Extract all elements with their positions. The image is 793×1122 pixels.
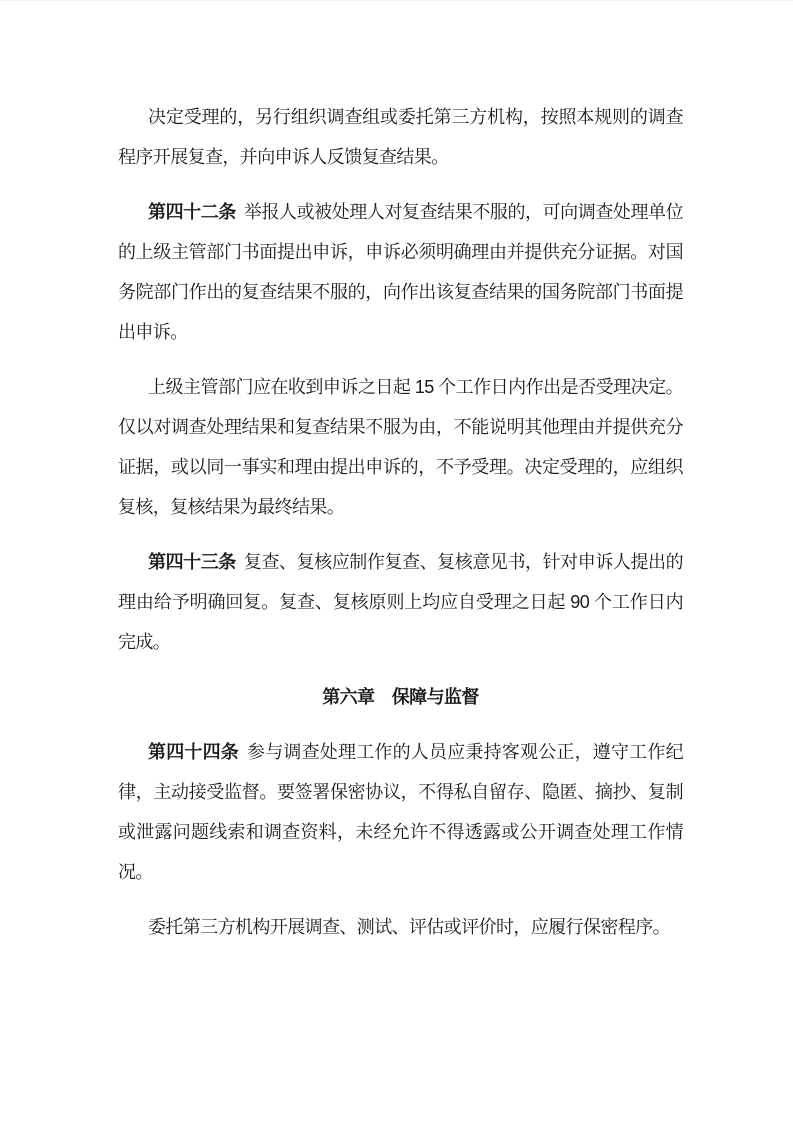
article-42-number: 第四十二条 <box>148 202 236 222</box>
paragraph-article-44 <box>118 732 683 892</box>
article-42-text: 举报人或被处理人对复查结果不服的，可向调查处理单位的上级主管部门书面提出申诉，申诉必须明确理由并提供充分证据。对国务院部门作出的复查结果不服的，向作出该复查结果的国务院部门书面提出申诉。 <box>118 202 684 342</box>
paragraph-article-43 <box>118 542 683 662</box>
chapter-6-heading: 第六章 保障与监督 <box>322 687 479 707</box>
paragraph-third-party-confidentiality: 委托第三方机构开展调查、测试、评估或评价时，应履行保密程序。 <box>148 917 670 937</box>
article-43-text: 复查、复核应制作复查、复核意见书，针对申诉人提出的理由给予明确回复。复查、复核原则上均应自受理之日起 90 个工作日内完成。 <box>118 552 684 652</box>
paragraph-article-42 <box>118 192 683 352</box>
article-43-number: 第四十三条 <box>148 552 236 572</box>
paragraph-appeal-deadline: 上级主管部门应在收到申诉之日起 15 个工作日内作出是否受理决定。仅以对调查处理结果和复查结果不服为由，不能说明其他理由并提供充分证据，或以同一事实和理由提出申诉的，不予受理。决定受理的，应组织复核，复核结果为最终结果。 <box>118 377 683 517</box>
article-44-text: 参与调查处理工作的人员应秉持客观公正，遵守工作纪律，主动接受监督。要签署保密协议，不得私自留存、隐匿、摘抄、复制或泄露问题线索和调查资料，未经允许不得透露或公开调查处理工作情况。 <box>118 742 683 882</box>
article-44-number: 第四十四条 <box>148 742 239 762</box>
paragraph-review-acceptance: 决定受理的，另行组织调查组或委托第三方机构，按照本规则的调查程序开展复查，并向申诉人反馈复查结果。 <box>118 107 683 167</box>
